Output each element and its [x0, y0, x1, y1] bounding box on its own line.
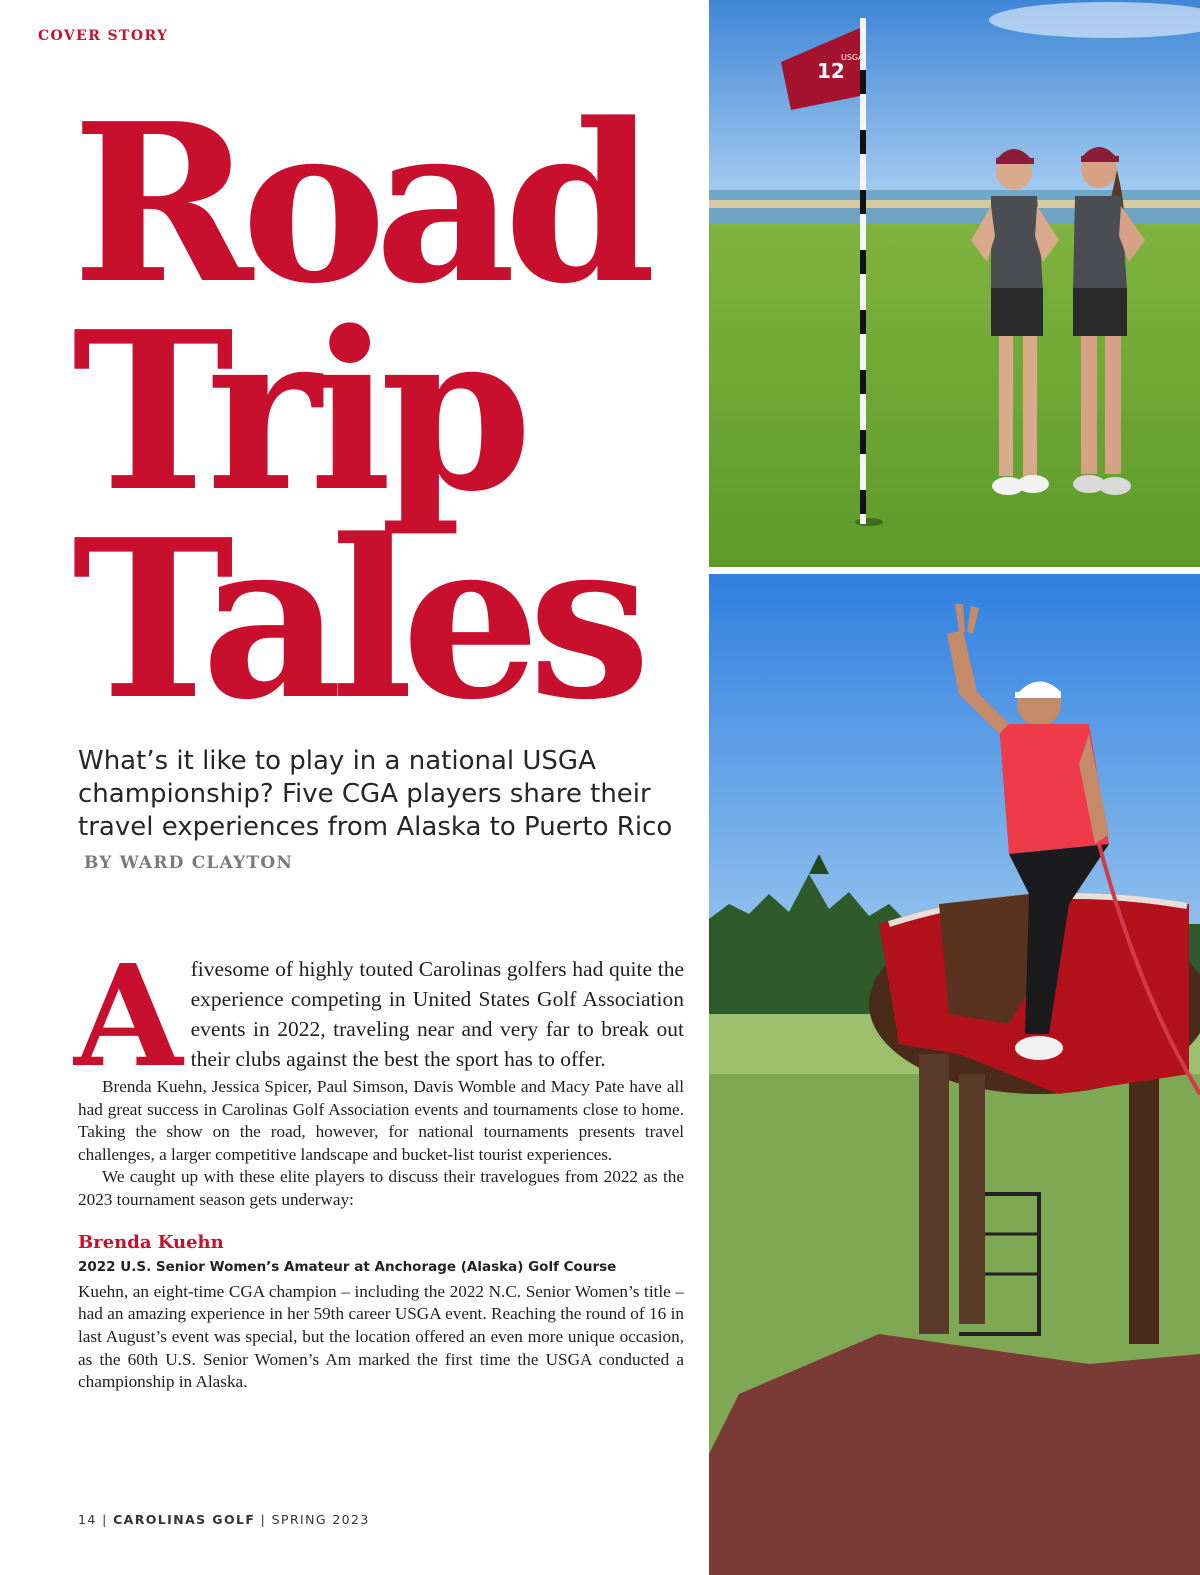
- lead-paragraph: fivesome of highly touted Carolinas golfers had quite the experience competing in United States Golf Association events in 2022, traveling near and very far to break out their clubs against the best the sport has to offer.: [190, 957, 684, 1071]
- issue-date: SPRING 2023: [271, 1512, 370, 1527]
- flag-number: 12: [817, 59, 845, 83]
- drop-cap: A: [74, 935, 179, 1099]
- page-footer: [78, 1512, 370, 1527]
- section-subheading: 2022 U.S. Senior Women’s Amateur at Anchorage (Alaska) Golf Course: [78, 1259, 617, 1276]
- dek: [78, 745, 688, 880]
- section-heading: Brenda Kuehn: [78, 1231, 224, 1253]
- headline-line-2: Trip: [72, 284, 521, 540]
- moose-photo-illustration: [709, 574, 1200, 1575]
- photo-golfer-on-moose: [709, 574, 1200, 1575]
- headline: [72, 76, 892, 748]
- article-body: [74, 935, 684, 1394]
- byline: BY WARD CLAYTON: [84, 853, 294, 873]
- headline-line-3: Tales: [72, 492, 639, 748]
- headline-line-1: Road: [72, 76, 645, 332]
- section-kicker: COVER STORY: [38, 28, 169, 44]
- footer-separator: |: [102, 1512, 108, 1527]
- dek-text: What’s it like to play in a national USGA championship? Five CGA players share their travel experiences from Alaska to Puerto Rico: [78, 746, 673, 842]
- body-paragraph-2: We caught up with these elite players to discuss their travelogues from 2022 as the 2023 tournament season gets underway:: [78, 1167, 684, 1209]
- footer-separator: |: [260, 1512, 267, 1527]
- page-number: 14: [78, 1512, 97, 1527]
- body-paragraph-1: Brenda Kuehn, Jessica Spicer, Paul Simson, Davis Womble and Macy Pate have all had great success in Carolinas Golf Association events and tournaments close to home. Taking the show on the road, however, for national tournaments presents travel challenges, a larger competitive landscape and bucket-list tourist experiences.: [78, 1077, 684, 1164]
- magazine-name: CAROLINAS GOLF: [113, 1512, 256, 1527]
- section-body: Kuehn, an eight-time CGA champion – including the 2022 N.C. Senior Women’s title – had an amazing experience in her 59th career USGA event. Reaching the round of 16 in last August’s event was special, but the location offered an even more unique occasion, as the 60th U.S. Senior Women’s Am marked the first time the USGA conducted a championship in Alaska.: [78, 1281, 684, 1392]
- flag-logo-text: USGA: [841, 53, 864, 62]
